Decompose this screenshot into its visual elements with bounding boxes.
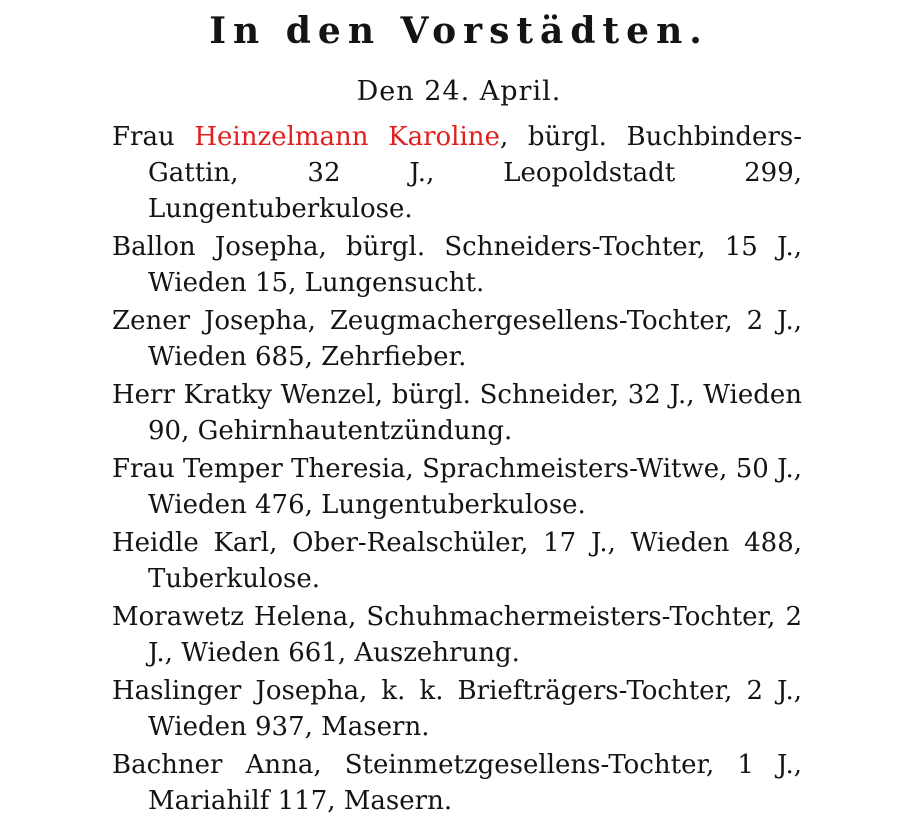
death-notice-entry: Zener Josepha, Zeugmachergesellens-Tochter, 2 J., Wieden 685, Zehrfieber.: [112, 306, 802, 372]
entry-text: , bürgl. Buchbinders-Gattin, 32 J., Leopoldstadt 299, Lungentuberkulose.: [148, 122, 802, 224]
section-heading: In den Vorstädten.: [209, 10, 709, 52]
death-notice-list: [112, 119, 802, 821]
death-notice-entry: Ballon Josepha, bürgl. Schneiders-Tochter, 15 J., Wieden 15, Lungensucht.: [112, 232, 802, 298]
death-notice-entry: Bachner Anna, Steinmetzgesellens-Tochter, 1 J., Mariahilf 117, Masern.: [112, 750, 802, 816]
highlighted-name: Heinzelmann Karoline: [194, 122, 500, 152]
date-line: Den 24. April.: [356, 76, 562, 107]
death-notice-entry: [112, 119, 802, 227]
death-notice-entry: Frau Temper Theresia, Sprachmeisters-Witwe, 50 J., Wieden 476, Lungentuberkulose.: [112, 454, 802, 520]
death-notice-entry: Herr Kratky Wenzel, bürgl. Schneider, 32 J., Wieden 90, Gehirnhautentzündung.: [112, 380, 802, 446]
entry-prefix: Frau: [112, 122, 195, 152]
death-notice-entry: Haslinger Josepha, k. k. Briefträgers-Tochter, 2 J., Wieden 937, Masern.: [112, 676, 802, 742]
death-notice-entry: Morawetz Helena, Schuhmachermeisters-Tochter, 2 J., Wieden 661, Auszehrung.: [112, 602, 802, 668]
death-notice-entry: Heidle Karl, Ober-Realschüler, 17 J., Wieden 488, Tuberkulose.: [112, 528, 802, 594]
